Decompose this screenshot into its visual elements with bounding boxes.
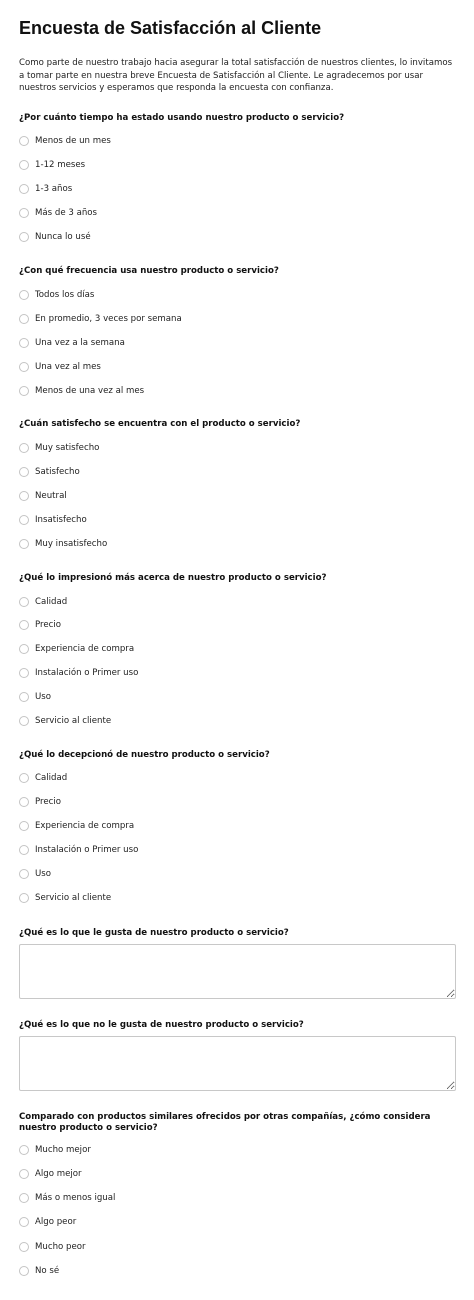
radio-button[interactable] bbox=[19, 386, 29, 396]
radio-button[interactable] bbox=[19, 515, 29, 525]
option-label: Instalación o Primer uso bbox=[35, 845, 139, 855]
page-title: Encuesta de Satisfacción al Cliente bbox=[19, 18, 322, 38]
q3-option-satisfied[interactable] bbox=[19, 465, 80, 479]
radio-button[interactable] bbox=[19, 644, 29, 654]
q2-option-once-week[interactable] bbox=[19, 336, 125, 350]
question-4-title: ¿Qué lo impresionó más acerca de nuestro producto o servicio? bbox=[19, 573, 327, 583]
radio-button[interactable] bbox=[19, 290, 29, 300]
option-label: 1-12 meses bbox=[35, 160, 86, 170]
radio-button[interactable] bbox=[19, 620, 29, 630]
q1-option-more-3-years[interactable] bbox=[19, 206, 97, 220]
radio-button[interactable] bbox=[19, 184, 29, 194]
q3-option-neutral[interactable] bbox=[19, 489, 67, 503]
radio-button[interactable] bbox=[19, 1217, 29, 1227]
q1-option-never-used[interactable] bbox=[19, 230, 91, 244]
q5-option-price[interactable] bbox=[19, 795, 61, 809]
radio-button[interactable] bbox=[19, 845, 29, 855]
option-label: Menos de una vez al mes bbox=[35, 386, 145, 396]
option-label: Uso bbox=[35, 692, 52, 702]
q8-option-much-better[interactable] bbox=[19, 1143, 91, 1157]
option-label: Algo mejor bbox=[35, 1169, 82, 1179]
question-2-title: ¿Con qué frecuencia usa nuestro producto o servicio? bbox=[19, 266, 279, 276]
option-label: Mucho peor bbox=[35, 1242, 86, 1252]
radio-button[interactable] bbox=[19, 1266, 29, 1276]
question-1-title: ¿Por cuánto tiempo ha estado usando nuestro producto o servicio? bbox=[19, 113, 345, 123]
radio-button[interactable] bbox=[19, 362, 29, 372]
option-label: Neutral bbox=[35, 491, 67, 501]
radio-button[interactable] bbox=[19, 668, 29, 678]
q2-option-once-month[interactable] bbox=[19, 360, 101, 374]
q5-option-installation[interactable] bbox=[19, 843, 138, 857]
option-label: Precio bbox=[35, 797, 62, 807]
q4-option-quality[interactable] bbox=[19, 595, 67, 609]
radio-button[interactable] bbox=[19, 1169, 29, 1179]
radio-button[interactable] bbox=[19, 1242, 29, 1252]
radio-button[interactable] bbox=[19, 869, 29, 879]
radio-button[interactable] bbox=[19, 716, 29, 726]
q3-option-unsatisfied[interactable] bbox=[19, 513, 87, 527]
q3-option-very-satisfied[interactable] bbox=[19, 441, 99, 455]
q4-option-customer-service[interactable] bbox=[19, 714, 111, 728]
q8-option-dont-know[interactable] bbox=[19, 1264, 59, 1278]
q8-option-somewhat-worse[interactable] bbox=[19, 1215, 76, 1229]
radio-button[interactable] bbox=[19, 208, 29, 218]
q2-option-less-once-month[interactable] bbox=[19, 384, 144, 398]
dislikes-textarea[interactable] bbox=[19, 1036, 456, 1091]
q8-option-about-same[interactable] bbox=[19, 1191, 115, 1205]
option-label: Calidad bbox=[35, 597, 68, 607]
question-3-title: ¿Cuán satisfecho se encuentra con el producto o servicio? bbox=[19, 419, 301, 429]
option-label: Muy insatisfecho bbox=[35, 539, 108, 549]
radio-button[interactable] bbox=[19, 314, 29, 324]
option-label: Servicio al cliente bbox=[35, 716, 112, 726]
q5-option-customer-service[interactable] bbox=[19, 891, 111, 905]
question-5-title: ¿Qué lo decepcionó de nuestro producto o servicio? bbox=[19, 750, 270, 760]
option-label: Una vez a la semana bbox=[35, 338, 125, 348]
option-label: Menos de un mes bbox=[35, 136, 111, 146]
option-label: Experiencia de compra bbox=[35, 821, 135, 831]
q5-option-quality[interactable] bbox=[19, 771, 67, 785]
option-label: Más de 3 años bbox=[35, 208, 98, 218]
radio-button[interactable] bbox=[19, 232, 29, 242]
q4-option-use[interactable] bbox=[19, 690, 51, 704]
option-label: Instalación o Primer uso bbox=[35, 668, 139, 678]
q5-option-use[interactable] bbox=[19, 867, 51, 881]
radio-button[interactable] bbox=[19, 160, 29, 170]
radio-button[interactable] bbox=[19, 692, 29, 702]
option-label: Una vez al mes bbox=[35, 362, 101, 372]
intro-text: Como parte de nuestro trabajo hacia asegurar la total satisfacción de nuestros clientes, lo invitamos a tomar parte en nuestra breve Encuesta de Satisfacción al Cliente. Le agradecemos por usar nuestros servicios y esperamos que responda la encuesta con confianza. bbox=[19, 58, 453, 93]
question-6-title: ¿Qué es lo que le gusta de nuestro producto o servicio? bbox=[19, 928, 289, 938]
q4-option-installation[interactable] bbox=[19, 666, 138, 680]
option-label: Servicio al cliente bbox=[35, 893, 112, 903]
option-label: Muy satisfecho bbox=[35, 443, 100, 453]
option-label: Nunca lo usé bbox=[35, 232, 91, 242]
radio-button[interactable] bbox=[19, 539, 29, 549]
q2-option-every-day[interactable] bbox=[19, 288, 94, 302]
q5-option-purchase-experience[interactable] bbox=[19, 819, 134, 833]
option-label: Algo peor bbox=[35, 1217, 77, 1227]
option-label: Insatisfecho bbox=[35, 515, 87, 525]
radio-button[interactable] bbox=[19, 491, 29, 501]
q4-option-price[interactable] bbox=[19, 618, 61, 632]
radio-button[interactable] bbox=[19, 443, 29, 453]
radio-button[interactable] bbox=[19, 338, 29, 348]
option-label: En promedio, 3 veces por semana bbox=[35, 314, 182, 324]
option-label: Satisfecho bbox=[35, 467, 80, 477]
q8-option-somewhat-better[interactable] bbox=[19, 1167, 82, 1181]
radio-button[interactable] bbox=[19, 597, 29, 607]
option-label: 1-3 años bbox=[35, 184, 73, 194]
likes-textarea[interactable] bbox=[19, 944, 456, 999]
radio-button[interactable] bbox=[19, 136, 29, 146]
radio-button[interactable] bbox=[19, 797, 29, 807]
q1-option-1-3-years[interactable] bbox=[19, 182, 72, 196]
option-label: Calidad bbox=[35, 773, 68, 783]
q1-option-1-12-months[interactable] bbox=[19, 158, 85, 172]
option-label: Mucho mejor bbox=[35, 1145, 91, 1155]
question-8-title: Comparado con productos similares ofrecidos por otras compañías, ¿cómo considera nuestro producto o servicio? bbox=[19, 1112, 431, 1133]
radio-button[interactable] bbox=[19, 773, 29, 783]
radio-button[interactable] bbox=[19, 1145, 29, 1155]
question-7-title: ¿Qué es lo que no le gusta de nuestro producto o servicio? bbox=[19, 1020, 304, 1030]
q8-option-much-worse[interactable] bbox=[19, 1240, 86, 1254]
option-label: Más o menos igual bbox=[35, 1193, 116, 1203]
radio-button[interactable] bbox=[19, 1193, 29, 1203]
q3-option-very-unsatisfied[interactable] bbox=[19, 537, 107, 551]
radio-button[interactable] bbox=[19, 893, 29, 903]
q4-option-purchase-experience[interactable] bbox=[19, 642, 134, 656]
radio-button[interactable] bbox=[19, 821, 29, 831]
option-label: Uso bbox=[35, 869, 52, 879]
q1-option-less-than-month[interactable] bbox=[19, 134, 111, 148]
q2-option-3-per-week[interactable] bbox=[19, 312, 182, 326]
option-label: Experiencia de compra bbox=[35, 644, 135, 654]
option-label: Todos los días bbox=[35, 290, 95, 300]
option-label: No sé bbox=[35, 1266, 60, 1276]
radio-button[interactable] bbox=[19, 467, 29, 477]
option-label: Precio bbox=[35, 620, 62, 630]
